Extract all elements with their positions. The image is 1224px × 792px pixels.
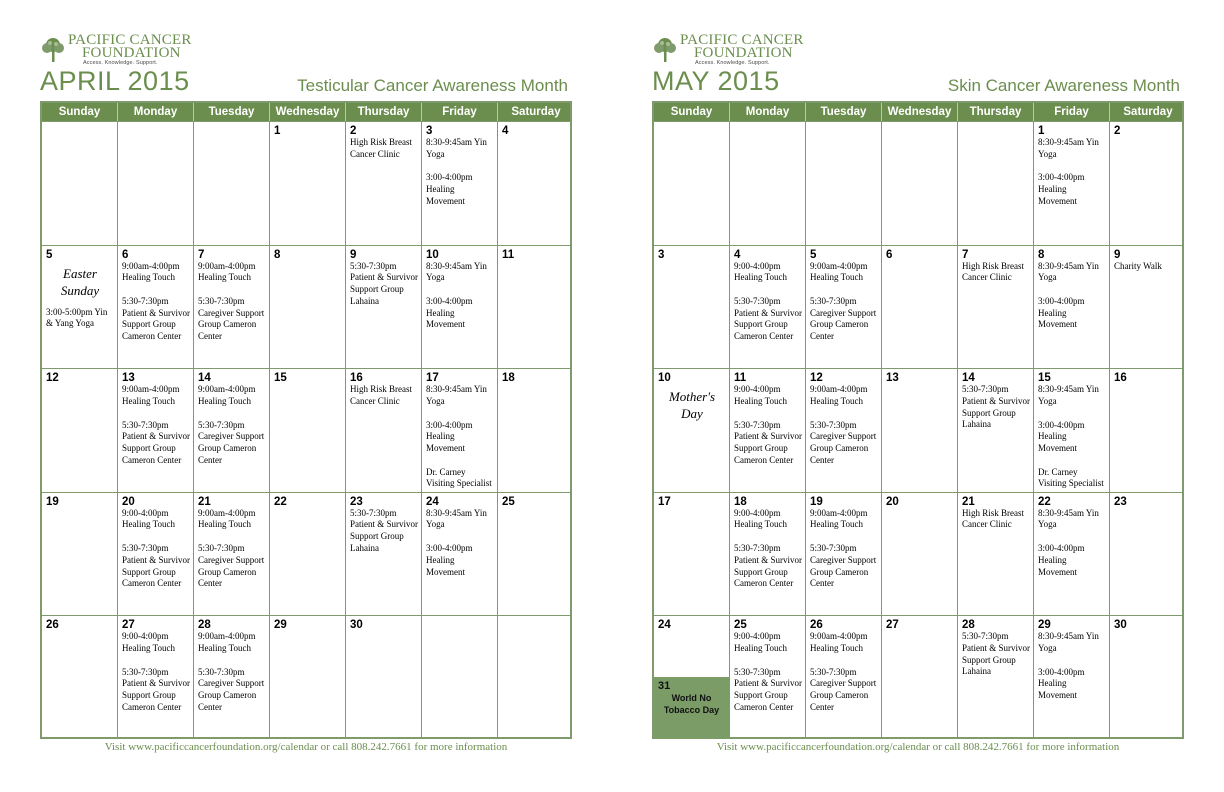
day-cell — [118, 369, 194, 492]
day-cell — [958, 616, 1034, 739]
day-cell — [422, 616, 498, 739]
brand-name-line1: PACIFIC CANCER — [68, 32, 192, 48]
day-number: 29 — [274, 619, 287, 632]
holiday-label: Easter Sunday — [60, 265, 100, 298]
day-number: 6 — [122, 248, 129, 261]
day-cell — [346, 122, 422, 245]
day-cell — [346, 493, 422, 616]
day-cell — [882, 122, 958, 245]
week-row — [654, 615, 1182, 739]
event-text: 5:30-7:30pm Patient & Survivor Support Group Cameron Center — [734, 666, 802, 712]
day-number: 14 — [962, 372, 975, 385]
event-text: 5:30-7:30pm Patient & Survivor Support Group Lahaina — [962, 384, 1030, 430]
event-text: 5:30-7:30pm Patient & Survivor Support Group Lahaina — [962, 631, 1030, 677]
day-cell — [498, 246, 574, 369]
event-text: 3:00-4:00pm Healing Movement — [1038, 172, 1085, 206]
day-cell — [270, 122, 346, 245]
day-number: 7 — [198, 248, 205, 261]
day-number: 21 — [198, 495, 211, 508]
day-number: 19 — [46, 495, 59, 508]
weekday-header: Saturday — [1123, 106, 1173, 118]
day-number: 26 — [810, 619, 823, 632]
day-number: 22 — [274, 495, 287, 508]
day-cell — [806, 616, 882, 739]
brand-logo — [652, 34, 852, 70]
calendar-may — [652, 0, 1184, 792]
day-cell — [42, 493, 118, 616]
day-cell — [194, 246, 270, 369]
awareness-theme: Testicular Cancer Awareness Month — [297, 76, 568, 95]
day-number: 30 — [1114, 619, 1127, 632]
day-cell — [270, 246, 346, 369]
event-text: 5:30-7:30pm Caregiver Support Group Cameron Center — [810, 419, 877, 465]
day-cell — [118, 493, 194, 616]
event-text: 9:00am-4:00pm Healing Touch — [810, 384, 868, 406]
day-number: 20 — [122, 495, 135, 508]
event-text: High Risk Breast Cancer Clinic — [350, 384, 412, 406]
day-number: 31 — [658, 679, 671, 692]
day-number: 1 — [1038, 125, 1045, 137]
weekday-header: Sunday — [654, 103, 730, 121]
day-number: 29 — [1038, 619, 1051, 632]
event-text: High Risk Breast Cancer Clinic — [962, 507, 1024, 530]
month-title: APRIL 2015 — [40, 66, 190, 96]
event-text: 9:00-4:00pm Healing Touch — [122, 631, 175, 654]
day-cell — [1034, 369, 1110, 492]
event-text: 9:00am-4:00pm Healing Touch — [198, 507, 256, 530]
event-text: 9:00am-4:00pm Healing Touch — [810, 631, 868, 654]
event-text: 9:00-4:00pm Healing Touch — [734, 384, 787, 406]
day-number: 30 — [350, 619, 363, 632]
week-row — [42, 121, 570, 245]
day-number: 28 — [198, 619, 211, 632]
weekday-header: Tuesday — [194, 103, 270, 121]
day-cell — [958, 246, 1034, 369]
day-number: 15 — [274, 372, 287, 385]
day-number: 27 — [122, 619, 135, 632]
special-day-box — [654, 677, 729, 739]
day-cell — [498, 122, 574, 245]
event-text: Dr. Carney Visiting Specialist — [426, 466, 492, 489]
day-number: 24 — [658, 619, 671, 632]
event-text: 5:30-7:30pm Caregiver Support Group Cameron Center — [198, 543, 265, 589]
day-number: 21 — [962, 495, 975, 508]
day-cell — [346, 616, 422, 739]
event-text: 5:30-7:30pm Patient & Survivor Support Group Cameron Center — [734, 543, 802, 589]
weekday-header: Thursday — [346, 103, 422, 121]
day-cell — [422, 369, 498, 492]
brand-name — [680, 34, 804, 60]
day-number: 15 — [1038, 372, 1051, 385]
event-text: 3:00-4:00pm Healing Movement — [1038, 296, 1085, 330]
day-number: 16 — [350, 372, 363, 385]
event-text: 8:30-9:45am Yin Yoga — [426, 384, 487, 406]
event-text: 8:30-9:45am Yin Yoga — [426, 260, 487, 283]
weekday-header: Saturday — [511, 106, 561, 118]
event-text: 5:30-7:30pm Patient & Survivor Support Group Cameron Center — [122, 419, 190, 465]
event-text: 5:30-7:30pm Caregiver Support Group Cameron Center — [810, 666, 877, 712]
event-text: 5:30-7:30pm Patient & Survivor Support Group Cameron Center — [734, 296, 802, 342]
day-cell — [118, 616, 194, 739]
footer-info: Visit www.pacificcancerfoundation.org/calendar or call 808.242.7661 for more information — [716, 741, 1120, 753]
day-number: 5 — [46, 248, 53, 261]
day-cell — [882, 493, 958, 616]
day-cell — [194, 369, 270, 492]
day-number: 13 — [886, 372, 899, 385]
day-cell — [882, 616, 958, 739]
brand-name-line2: FOUNDATION — [694, 45, 793, 61]
weekday-header: Thursday — [958, 103, 1034, 121]
day-cell — [422, 493, 498, 616]
event-text: 3:00-4:00pm Healing Movement — [426, 172, 473, 206]
event-text: 8:30-9:45am Yin Yoga — [426, 137, 487, 159]
event-text: 9:00-4:00pm Healing Touch — [734, 507, 787, 530]
day-cell — [654, 369, 730, 492]
day-cell — [42, 369, 118, 492]
weekday-header-row — [654, 103, 1182, 121]
day-number: 6 — [886, 248, 893, 261]
day-number: 9 — [350, 248, 357, 261]
tree-icon — [40, 36, 66, 64]
event-text: 9:00am-4:00pm Healing Touch — [810, 260, 868, 283]
day-cell — [654, 493, 730, 616]
day-number: 11 — [734, 372, 747, 385]
event-text: 9:00am-4:00pm Healing Touch — [198, 384, 256, 406]
day-number: 4 — [502, 125, 509, 137]
event-text: 5:30-7:30pm Patient & Survivor Support Group Cameron Center — [122, 543, 190, 589]
event-text: 9:00-4:00pm Healing Touch — [122, 507, 175, 530]
day-number: 13 — [122, 372, 135, 385]
weekday-header: Wednesday — [270, 103, 346, 121]
day-cell — [1110, 493, 1186, 616]
day-number: 2 — [1114, 125, 1121, 137]
day-number: 11 — [502, 248, 515, 261]
day-cell — [730, 369, 806, 492]
day-cell — [270, 616, 346, 739]
day-number: 25 — [734, 619, 747, 632]
day-cell — [422, 246, 498, 369]
day-cell — [1110, 122, 1186, 245]
event-text: 9:00am-4:00pm Healing Touch — [198, 260, 256, 283]
event-text: 5:30-7:30pm Caregiver Support Group Cameron Center — [198, 296, 265, 342]
day-cell — [42, 122, 118, 245]
event-text: 3:00-4:00pm Healing Movement — [426, 296, 473, 330]
day-cell — [806, 493, 882, 616]
week-row — [42, 615, 570, 739]
day-cell — [654, 616, 730, 739]
day-cell — [882, 369, 958, 492]
event-text: 9:00-4:00pm Healing Touch — [734, 260, 787, 283]
week-row — [42, 492, 570, 616]
day-cell — [730, 246, 806, 369]
brand-logo — [40, 34, 240, 70]
day-cell — [118, 246, 194, 369]
tree-icon — [652, 36, 678, 64]
day-number: 9 — [1114, 248, 1121, 261]
event-text: 9:00am-4:00pm Healing Touch — [810, 507, 868, 530]
calendar-april — [40, 0, 572, 792]
event-text: 8:30-9:45am Yin Yoga — [1038, 137, 1099, 159]
day-cell — [654, 246, 730, 369]
day-number: 18 — [734, 495, 747, 508]
brand-name-line2: FOUNDATION — [82, 45, 181, 61]
day-cell — [730, 616, 806, 739]
event-text: 8:30-9:45am Yin Yoga — [1038, 507, 1099, 530]
day-cell — [1034, 122, 1110, 245]
day-number: 8 — [1038, 248, 1045, 261]
week-row — [654, 245, 1182, 369]
week-row — [654, 121, 1182, 245]
event-text: 9:00am-4:00pm Healing Touch — [198, 631, 256, 654]
day-number: 20 — [886, 495, 899, 508]
event-text: 9:00am-4:00pm Healing Touch — [122, 384, 180, 406]
day-cell — [1110, 616, 1186, 739]
holiday-label: Mother's Day — [668, 389, 716, 422]
day-cell — [806, 122, 882, 245]
calendar-grid — [40, 101, 572, 739]
event-text: 5:30-7:30pm Patient & Survivor Support Group Cameron Center — [122, 666, 190, 712]
day-cell — [346, 369, 422, 492]
day-number: 17 — [658, 495, 671, 508]
brand-tagline: Access. Knowledge. Support. — [83, 60, 158, 66]
event-text: 5:30-7:30pm Patient & Survivor Support Group Cameron Center — [734, 419, 802, 465]
day-cell — [806, 246, 882, 369]
day-number: 3 — [658, 248, 665, 261]
day-number: 25 — [502, 495, 515, 508]
weekday-header: Monday — [730, 103, 806, 121]
day-cell — [194, 122, 270, 245]
brand-name — [68, 34, 192, 60]
day-number: 22 — [1038, 495, 1051, 508]
event-text: 3:00-4:00pm Healing Movement — [426, 543, 473, 577]
day-cell — [958, 122, 1034, 245]
day-cell — [42, 616, 118, 739]
event-text: 5:30-7:30pm Caregiver Support Group Cameron Center — [198, 666, 265, 712]
event-text: 5:30-7:30pm Caregiver Support Group Cameron Center — [198, 419, 265, 465]
weekday-header: Tuesday — [806, 103, 882, 121]
day-cell — [422, 122, 498, 245]
week-row — [654, 492, 1182, 616]
day-cell — [118, 122, 194, 245]
day-cell — [270, 493, 346, 616]
day-cell — [498, 493, 574, 616]
month-title: MAY 2015 — [652, 66, 780, 96]
event-text: 9:00-4:00pm Healing Touch — [734, 631, 787, 654]
day-cell — [1034, 246, 1110, 369]
event-text: 5:30-7:30pm Patient & Survivor Support Group Lahaina — [350, 260, 418, 306]
week-row — [42, 368, 570, 492]
day-cell — [958, 493, 1034, 616]
brand-tagline: Access. Knowledge. Support. — [695, 60, 770, 66]
day-number: 10 — [658, 372, 671, 385]
day-cell — [194, 493, 270, 616]
day-number: 24 — [426, 495, 439, 508]
day-cell — [346, 246, 422, 369]
day-cell — [1110, 246, 1186, 369]
day-number: 23 — [1114, 495, 1127, 508]
event-text: 3:00-4:00pm Healing Movement — [1038, 419, 1085, 453]
day-cell — [806, 369, 882, 492]
event-text: 5:30-7:30pm Caregiver Support Group Cameron Center — [810, 543, 877, 589]
day-cell — [958, 369, 1034, 492]
day-number: 2 — [350, 125, 357, 137]
day-number: 16 — [1114, 372, 1127, 385]
day-cell — [498, 369, 574, 492]
weekday-header: Sunday — [42, 103, 118, 121]
day-number: 5 — [810, 248, 817, 261]
day-number: 4 — [734, 248, 741, 261]
day-cell — [882, 246, 958, 369]
event-text: 8:30-9:45am Yin Yoga — [1038, 631, 1099, 654]
day-number: 19 — [810, 495, 823, 508]
day-number: 12 — [46, 372, 59, 385]
day-number: 17 — [426, 372, 439, 385]
weekday-header-row — [42, 103, 570, 121]
day-number: 12 — [810, 372, 823, 385]
day-cell — [1034, 493, 1110, 616]
day-cell — [194, 616, 270, 739]
event-text: Dr. Carney Visiting Specialist — [1038, 466, 1104, 489]
day-number: 14 — [198, 372, 211, 385]
event-text: 3:00-5:00pm Yin & Yang Yoga — [46, 306, 108, 329]
event-text: 9:00am-4:00pm Healing Touch — [122, 260, 180, 283]
day-number: 8 — [274, 248, 281, 261]
day-cell — [730, 493, 806, 616]
event-text: 8:30-9:45am Yin Yoga — [426, 507, 487, 530]
weekday-header: Monday — [118, 103, 194, 121]
event-text: 3:00-4:00pm Healing Movement — [1038, 666, 1085, 701]
event-text: 3:00-4:00pm Healing Movement — [426, 419, 473, 453]
day-number: 28 — [962, 619, 975, 632]
event-text: Charity Walk — [1114, 260, 1162, 271]
special-day-label: World No Tobacco Day — [663, 692, 720, 715]
day-cell — [654, 122, 730, 245]
event-text: 5:30-7:30pm Patient & Survivor Support Group Cameron Center — [122, 296, 190, 342]
day-cell — [270, 369, 346, 492]
event-text: High Risk Breast Cancer Clinic — [350, 137, 412, 159]
weekday-header: Wednesday — [882, 103, 958, 121]
day-cell — [42, 246, 118, 369]
weekday-header: Friday — [1034, 103, 1110, 121]
day-number: 23 — [350, 495, 363, 508]
event-text: 8:30-9:45am Yin Yoga — [1038, 260, 1099, 283]
day-number: 7 — [962, 248, 969, 261]
week-row — [654, 368, 1182, 492]
event-text: High Risk Breast Cancer Clinic — [962, 260, 1024, 283]
awareness-theme: Skin Cancer Awareness Month — [947, 76, 1180, 95]
day-number: 26 — [46, 619, 59, 632]
day-number: 18 — [502, 372, 515, 385]
day-cell — [1110, 369, 1186, 492]
day-cell — [498, 616, 574, 739]
brand-name-line1: PACIFIC CANCER — [680, 32, 804, 48]
day-cell — [730, 122, 806, 245]
calendar-grid — [652, 101, 1184, 739]
event-text: 5:30-7:30pm Patient & Survivor Support Group Lahaina — [350, 507, 418, 553]
event-text: 3:00-4:00pm Healing Movement — [1038, 543, 1085, 577]
day-number: 1 — [274, 125, 281, 137]
footer-info: Visit www.pacificcancerfoundation.org/calendar or call 808.242.7661 for more information — [104, 741, 508, 753]
week-row — [42, 245, 570, 369]
event-text: 8:30-9:45am Yin Yoga — [1038, 384, 1099, 406]
day-number: 27 — [886, 619, 899, 632]
day-cell — [1034, 616, 1110, 739]
event-text: 5:30-7:30pm Caregiver Support Group Cameron Center — [810, 296, 877, 342]
day-number: 3 — [426, 125, 433, 137]
weekday-header: Friday — [422, 103, 498, 121]
day-number: 10 — [426, 248, 439, 261]
